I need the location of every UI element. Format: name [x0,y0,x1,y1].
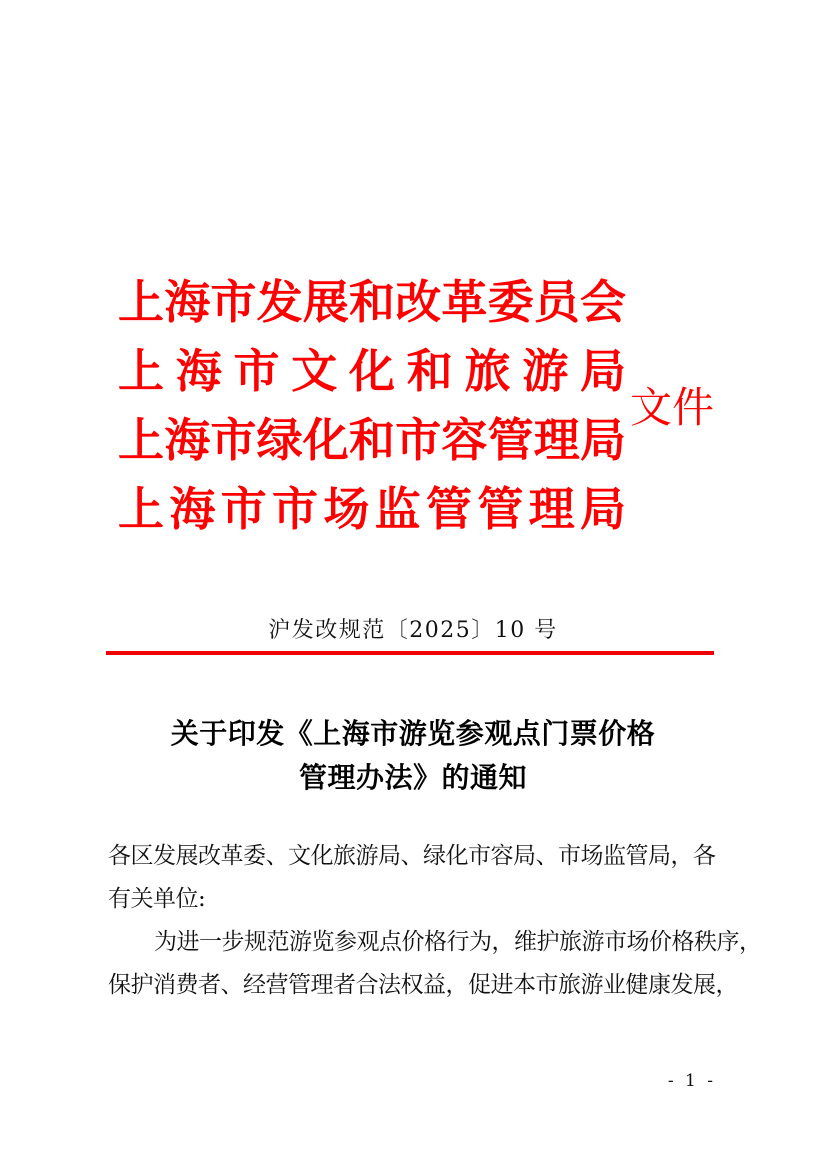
paragraph-line-2: 保护消费者、经营管理者合法权益，促进本市旅游业健康发展， [108,972,738,998]
notice-title [0,712,826,800]
notice-body [108,835,762,1007]
document-reference-number: 沪发改规范〔2025〕10 号 [268,618,558,643]
salutation-line-1: 各区发展改革委、文化旅游局、绿化市容局、市场监管局，各 [108,843,716,869]
agency-name-landscaping-city-appearance-bureau: 上海市绿化和市容管理局 [118,413,626,467]
agency-name-market-regulation-bureau: 上海市市场监管管理局 [118,482,626,536]
agency-name-development-reform-commission: 上海市发展和改革委员会 [118,275,626,329]
letterhead-agency-block [118,268,626,544]
page-number: - 1 - [667,1071,716,1091]
paragraph-line-1: 为进一步规范游览参观点价格行为，维护旅游市场价格秩序， [154,929,762,955]
document-label: 文件 [630,383,715,432]
notice-title-line-1: 关于印发《上海市游览参观点门票价格 [170,717,656,750]
red-divider-line [106,651,714,655]
agency-name-culture-tourism-bureau: 上海市文化和旅游局 [118,344,626,398]
notice-title-line-2: 管理办法》的通知 [298,761,527,794]
salutation-line-2: 有关单位: [108,886,206,912]
